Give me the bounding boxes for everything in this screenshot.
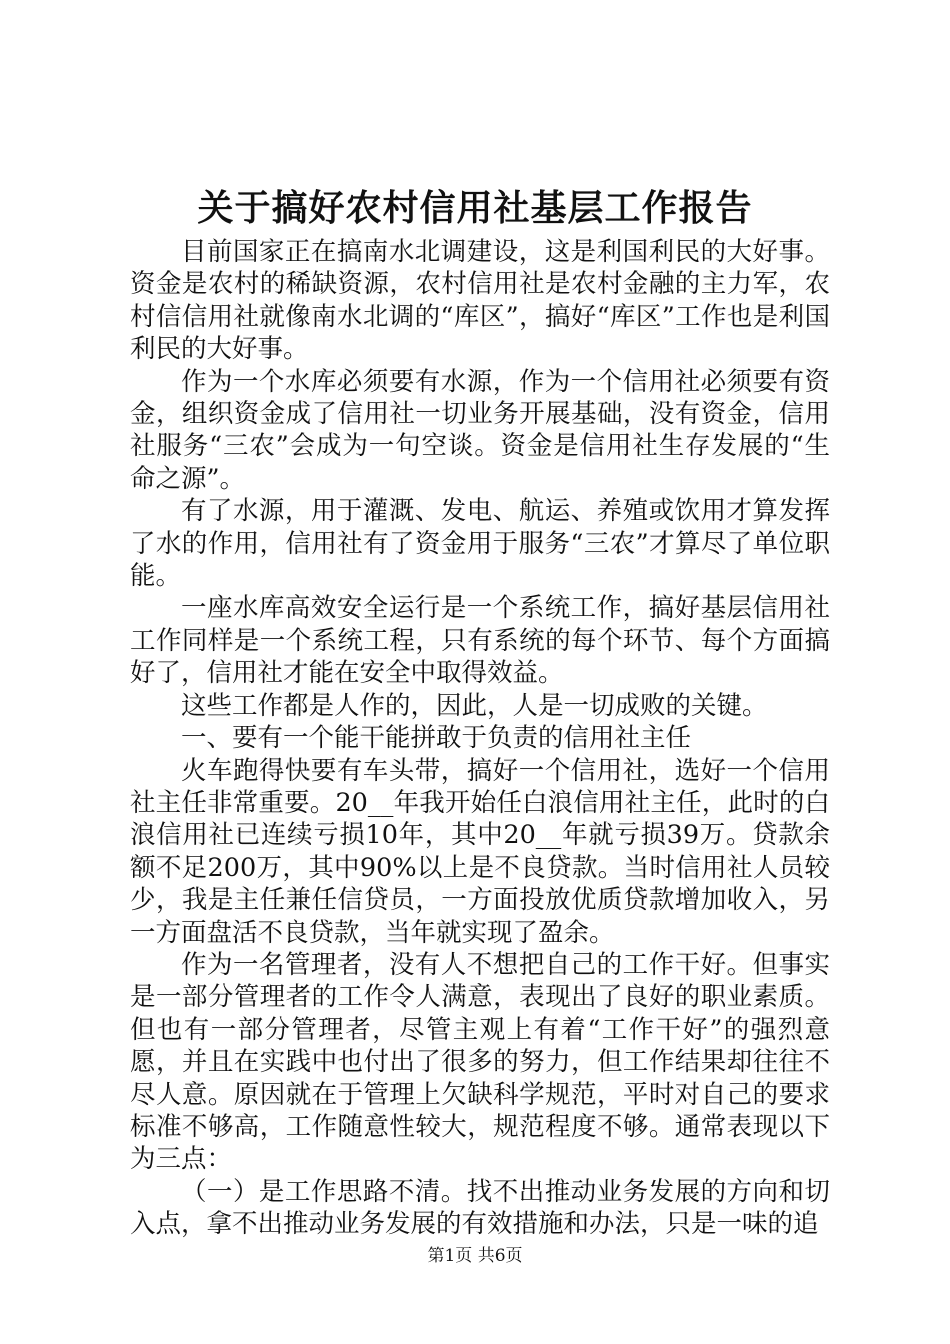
document-body: [130, 236, 830, 1241]
section-heading: 一、要有一个能干能拼敢于负责的信用社主任: [181, 723, 692, 754]
page-indicator: 第1页 共6页: [427, 1246, 523, 1266]
paragraph: 一座水库高效安全运行是一个系统工作，搞好基层信用社工作同样是一个系统工程，只有系统的每个环节、每个方面搞好了，信用社才能在安全中取得效益。: [130, 593, 830, 689]
paragraph: 火车跑得快要有车头带，搞好一个信用社，选好一个信用社主任非常重要。20__年我开始任白浪信用社主任，此时的白浪信用社已连续亏损10年，其中20__年就亏损39万。贷款余额不足200万，其中90%以上是不良贷款。当时信用社人员较少，我是主任兼任信贷员，一方面投放优质贷款增加收入，另一方面盘活不良贷款，当年就实现了盈余。: [130, 755, 830, 948]
page-footer: [0, 1244, 950, 1268]
document-title: 关于搞好农村信用社基层工作报告: [197, 187, 753, 229]
paragraph: （一）是工作思路不清。找不出推动业务发展的方向和切入点，拿不出推动业务发展的有效措施和办法，只是一味的追: [130, 1176, 830, 1240]
paragraph: 这些工作都是人作的，因此，人是一切成败的关键。: [181, 690, 768, 721]
paragraph: 作为一个水库必须要有水源，作为一个信用社必须要有资金，组织资金成了信用社一切业务开展基础，没有资金，信用社服务“三农”会成为一句空谈。资金是信用社生存发展的“生命之源”。: [130, 366, 830, 494]
paragraph: 目前国家正在搞南水北调建设，这是利国利民的大好事。资金是农村的稀缺资源，农村信用社是农村金融的主力军，农村信信用社就像南水北调的“库区”，搞好“库区”工作也是利国利民的大好事。: [130, 237, 830, 365]
paragraph: 有了水源，用于灌溉、发电、航运、养殖或饮用才算发挥了水的作用，信用社有了资金用于服务“三农”才算尽了单位职能。: [130, 496, 830, 592]
paragraph: 作为一名管理者，没有人不想把自己的工作干好。但事实是一部分管理者的工作令人满意，表现出了良好的职业素质。但也有一部分管理者，尽管主观上有着“工作干好”的强烈意愿，并且在实践中也付出了很多的努力，但工作结果却往往不尽人意。原因就在于管理上欠缺科学规范，平时对自己的要求标准不够高，工作随意性较大，规范程度不够。通常表现以下为三点：: [130, 949, 830, 1175]
